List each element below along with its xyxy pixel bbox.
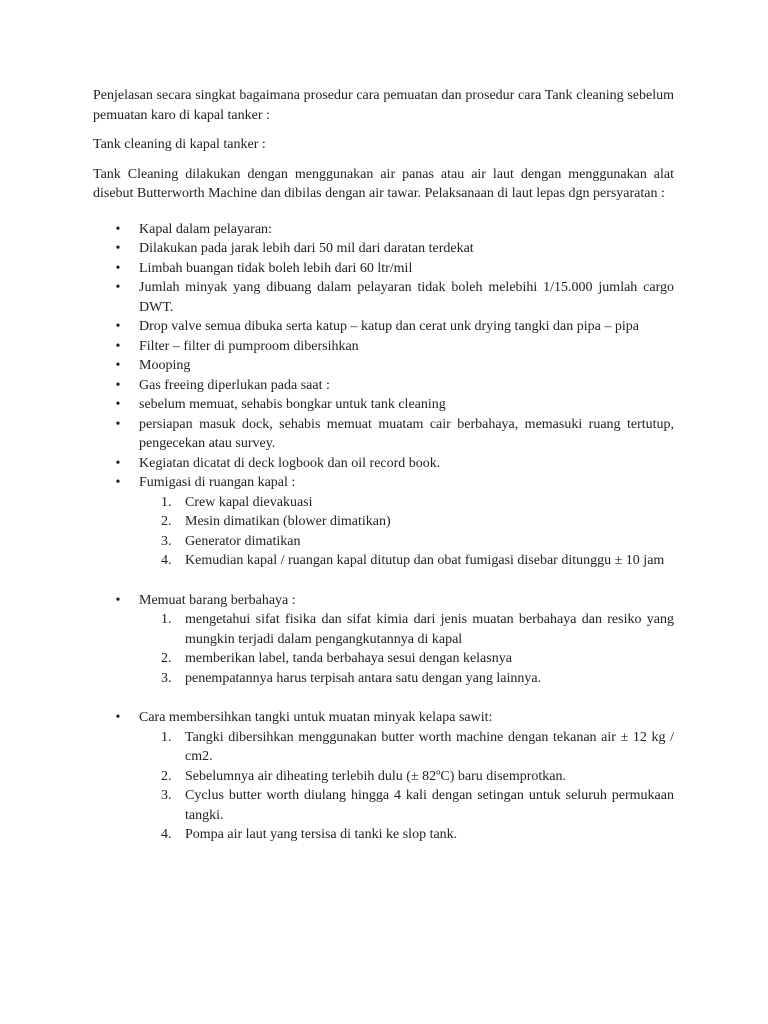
- bullet-item: [93, 473, 674, 571]
- bullet-icon: •: [115, 338, 121, 354]
- bullet-item: [93, 395, 674, 415]
- bullet-text: Memuat barang berbahaya :: [139, 592, 296, 608]
- numbered-item-text: Cyclus butter worth diulang hingga 4 kali dengan setingan untuk seluruh permukaan tangki.: [185, 788, 674, 823]
- item-number: 2.: [161, 768, 172, 784]
- bullet-text: Jumlah minyak yang dibuang dalam pelayaran tidak boleh melebihi 1/15.000 jumlah cargo DWT.: [139, 280, 674, 315]
- bullet-text: Mooping: [139, 358, 191, 373]
- bullet-item: [93, 278, 674, 317]
- item-number: 3.: [161, 788, 172, 803]
- bullet-icon: •: [115, 319, 121, 334]
- numbered-item: [139, 551, 674, 571]
- numbered-item: [139, 512, 674, 532]
- bullet-icon: •: [115, 397, 121, 412]
- bullet-icon: •: [115, 221, 121, 237]
- bullet-icon: •: [115, 710, 121, 725]
- bullet-item: [93, 591, 674, 689]
- numbered-item-text: Mesin dimatikan (blower dimatikan): [185, 514, 391, 529]
- bullet-text: Filter – filter di pumproom dibersihkan: [139, 338, 359, 354]
- numbered-item: [139, 669, 674, 689]
- intro-paragraph: Penjelasan secara singkat bagaimana prosedur cara pemuatan dan prosedur cara Tank cleaning sebelum pemuatan karo di kapal tanker :: [93, 88, 674, 123]
- numbered-item: [139, 767, 674, 787]
- document-page: [93, 86, 674, 845]
- numbered-item: [139, 825, 674, 845]
- section-heading: Tank cleaning di kapal tanker :: [93, 137, 266, 152]
- numbered-sublist: [139, 728, 674, 845]
- numbered-item: [139, 493, 674, 513]
- bullet-item: [93, 259, 674, 279]
- bullet-item: [93, 356, 674, 376]
- numbered-item-text: Pompa air laut yang tersisa di tanki ke slop tank.: [185, 827, 458, 842]
- bullet-text: Dilakukan pada jarak lebih dari 50 mil dari daratan terdekat: [139, 241, 474, 256]
- bullet-icon: •: [115, 416, 121, 432]
- bullet-item: [93, 415, 674, 454]
- bullet-item: [93, 317, 674, 337]
- item-number: 4.: [161, 553, 172, 568]
- bullet-icon: •: [115, 475, 121, 490]
- bullet-icon: •: [115, 592, 121, 608]
- description-paragraph: Tank Cleaning dilakukan dengan menggunakan air panas atau air laut dengan menggunakan alat disebut Butterworth Machine dan dibilas dengan air tawar. Pelaksanaan di laut lepas dgn persyaratan :: [93, 166, 674, 201]
- item-number: 3.: [161, 533, 172, 549]
- bullet-item: [93, 376, 674, 396]
- item-number: 2.: [161, 514, 172, 529]
- bullet-icon: •: [115, 358, 121, 373]
- item-number: 1.: [161, 729, 172, 745]
- bullet-icon: •: [115, 455, 121, 471]
- bullet-icon: •: [115, 377, 121, 393]
- numbered-item-text: Generator dimatikan: [185, 533, 301, 549]
- bullet-text: Drop valve semua dibuka serta katup – katup dan cerat unk drying tangki dan pipa – pipa: [139, 319, 639, 334]
- bullet-text: sebelum memuat, sehabis bongkar untuk tank cleaning: [139, 397, 446, 412]
- item-number: 1.: [161, 612, 172, 627]
- bullet-text: Cara membersihkan tangki untuk muatan minyak kelapa sawit:: [139, 710, 493, 725]
- numbered-item-text: mengetahui sifat fisika dan sifat kimia dari jenis muatan berbahaya dan resiko yang mungkin terjadi dalam pengangkutannya di kapal: [185, 612, 674, 647]
- bullet-item: [93, 454, 674, 474]
- item-number: 3.: [161, 670, 172, 686]
- bullet-item: [93, 337, 674, 357]
- numbered-item: [139, 610, 674, 649]
- numbered-item: [139, 786, 674, 825]
- bullet-item: [93, 239, 674, 259]
- bullet-icon: •: [115, 260, 121, 276]
- numbered-sublist: [139, 493, 674, 571]
- requirements-list: [93, 220, 674, 845]
- numbered-item-text: Kemudian kapal / ruangan kapal ditutup dan obat fumigasi disebar ditunggu ± 10 jam: [185, 553, 665, 568]
- bullet-icon: •: [115, 280, 121, 295]
- bullet-text: Kapal dalam pelayaran:: [139, 221, 272, 237]
- bullet-item: [93, 220, 674, 240]
- bullet-text: Limbah buangan tidak boleh lebih dari 60 ltr/mil: [139, 260, 413, 276]
- bullet-text: persiapan masuk dock, sehabis memuat muatam cair berbahaya, memasuki ruang tertutup, pengecekan atau survey.: [139, 416, 674, 451]
- bullet-text: Gas freeing diperlukan pada saat :: [139, 377, 330, 393]
- numbered-item-text: Sebelumnya air diheating terlebih dulu (± 82ºC) baru disemprotkan.: [185, 768, 566, 784]
- item-number: 2.: [161, 651, 172, 666]
- item-number: 4.: [161, 827, 172, 842]
- numbered-item: [139, 649, 674, 669]
- numbered-item: [139, 532, 674, 552]
- numbered-item: [139, 728, 674, 767]
- bullet-text: Fumigasi di ruangan kapal :: [139, 475, 296, 490]
- numbered-sublist: [139, 610, 674, 688]
- bullet-icon: •: [115, 241, 121, 256]
- numbered-item-text: Tangki dibersihkan menggunakan butter worth machine dengan tekanan air ± 12 kg / cm2.: [185, 729, 674, 764]
- item-number: 1.: [161, 494, 172, 510]
- bullet-text: Kegiatan dicatat di deck logbook dan oil record book.: [139, 455, 441, 471]
- bullet-item: [93, 708, 674, 845]
- numbered-item-text: penempatannya harus terpisah antara satu dengan yang lainnya.: [185, 670, 542, 686]
- numbered-item-text: Crew kapal dievakuasi: [185, 494, 313, 510]
- numbered-item-text: memberikan label, tanda berbahaya sesui dengan kelasnya: [185, 651, 512, 666]
